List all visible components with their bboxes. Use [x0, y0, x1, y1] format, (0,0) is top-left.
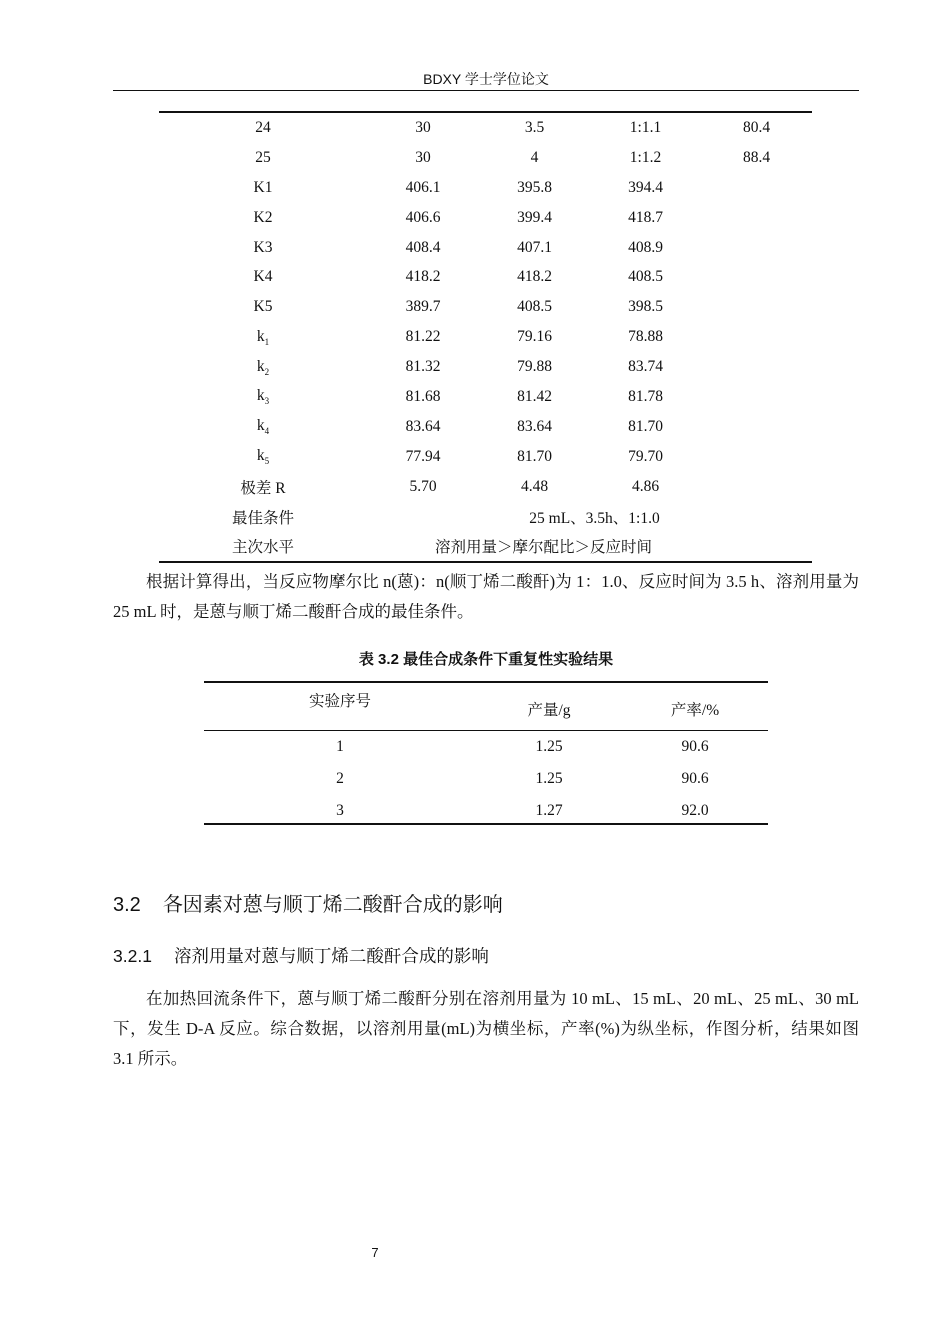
table1-cell-text: 81.42: [517, 387, 552, 405]
table1-cell-text: 24: [255, 118, 271, 136]
body-text: 在加热回流条件下，蒽与顺丁烯二酸酐分别在溶剂用量为 10 mL、15 mL、20 mL、25 mL、30 mL 下，发生 D-A 反应。综合数据，以溶剂用量(mL)为横坐标，产率(%)为纵坐标，作图分析，结果如图 3.1 所示。: [113, 989, 859, 1068]
table1-cell: [590, 262, 701, 292]
table1-cell-text: 77.94: [405, 447, 441, 465]
table1-row: [159, 143, 812, 173]
table1-cell-text: 4.86: [631, 477, 660, 495]
table1-cell: [479, 203, 590, 233]
section-number: 3.2: [113, 894, 141, 916]
table1-cell-text: 81.32: [405, 358, 441, 376]
table1-cell-text: 4: [530, 148, 539, 166]
table1-cell-text: 1:1.1: [629, 118, 662, 136]
table1-cell: [159, 113, 367, 143]
table2-cell: 3: [336, 802, 344, 819]
subscript: 2: [264, 366, 270, 377]
table1-row: [159, 322, 812, 352]
table1-cell: [159, 382, 367, 412]
table1-cell-text: 389.7: [405, 298, 441, 316]
table1-cell: [367, 412, 479, 442]
table1-cell: [367, 113, 479, 143]
table1-row: [159, 233, 812, 263]
table1-cell-text: k: [256, 417, 265, 435]
table1-cell: [701, 442, 812, 472]
table1-best-label: 最佳条件: [231, 509, 294, 527]
section-title: 各因素对蒽与顺丁烯二酸酐合成的影响: [162, 894, 503, 916]
table1-cell: [479, 352, 590, 382]
table1-cell-text: 81.22: [405, 328, 441, 346]
table1-cell-text: 79.16: [517, 328, 552, 346]
table1-cell-text: 418.7: [628, 208, 663, 226]
table1-cell: [590, 233, 701, 263]
table1-cell: [590, 143, 701, 173]
table2-cell: 1: [336, 738, 344, 755]
table1-cell-text: 81.68: [405, 387, 441, 405]
table1-cell: [159, 233, 367, 263]
table1-cell-text: 418.2: [517, 268, 552, 286]
table1-cell: [701, 472, 812, 502]
table1-cell: [479, 442, 590, 472]
table1-cell-text: 398.5: [628, 298, 663, 316]
section-heading: [113, 890, 503, 920]
table1-cell: [479, 472, 590, 502]
table1-cell: [590, 173, 701, 203]
table1-cell: [590, 472, 701, 502]
subsection-number: 3.2.1: [113, 946, 152, 966]
table2-cell: 2: [336, 770, 344, 787]
table1-cell-text: 83.64: [405, 417, 441, 435]
table1-cell-text: K5: [253, 298, 273, 316]
table1-cell: [701, 203, 812, 233]
subscript: 4: [264, 426, 270, 437]
table1-bottom-rule: [159, 561, 812, 563]
table2-cell: 90.6: [681, 738, 709, 755]
table1-cell: [701, 382, 812, 412]
table1-cell-text: 30: [415, 118, 431, 136]
table1-cell-text: 408.4: [405, 238, 441, 256]
table1-cell-text: 78.88: [628, 328, 663, 346]
table1-cell: [590, 203, 701, 233]
table1-cell: [590, 352, 701, 382]
header-rule: [113, 90, 859, 91]
table1-row: [159, 412, 812, 442]
table1-row: [159, 262, 812, 292]
table1-cell: [159, 352, 367, 382]
table1-cell: [701, 352, 812, 382]
table1-row: [159, 292, 812, 322]
table1-cell: [367, 173, 479, 203]
table2-cell: 90.6: [681, 770, 709, 787]
conclusion-paragraph: [113, 567, 859, 627]
table1-cell: [367, 233, 479, 263]
table1-cell: [479, 412, 590, 442]
table1-cell: [701, 173, 812, 203]
table1-cell-text: 81.70: [628, 417, 663, 435]
table1-cell-text: 394.4: [628, 178, 663, 196]
table1-cell: [701, 322, 812, 352]
table1-cell-text: K4: [253, 268, 273, 286]
table1-order-label: 主次水平: [231, 539, 294, 557]
table1-cell: [479, 173, 590, 203]
table1-cell-text: 83.74: [628, 358, 663, 376]
table1-row: [159, 173, 812, 203]
table1-cell: [367, 382, 479, 412]
table2-row: [204, 731, 768, 764]
table1-cell-text: K1: [253, 178, 273, 196]
table1-cell-text: 79.88: [517, 358, 552, 376]
page-header: BDXY 学士学位论文: [423, 71, 549, 87]
conclusion-text: 根据计算得出，当反应物摩尔比 n(蒽)：n(顺丁烯二酸酐)为 1：1.0、反应时间为 3.5 h、溶剂用量为 25 mL 时，是蒽与顺丁烯二酸酐合成的最佳条件。: [113, 572, 859, 621]
table1-cell-text: 399.4: [517, 208, 552, 226]
table1-cell-text: 81.70: [517, 447, 552, 465]
table1-cell: [701, 143, 812, 173]
table1-cell-text: 79.70: [628, 447, 663, 465]
table1-cell: [590, 412, 701, 442]
table1-cell: [479, 113, 590, 143]
table1-cell-text: 408.5: [628, 268, 663, 286]
table1-cell: [367, 262, 479, 292]
table1-cell: [367, 143, 479, 173]
table1-cell: [159, 203, 367, 233]
table1-cell: [590, 382, 701, 412]
table1-cell: [590, 113, 701, 143]
table1-cell: [701, 292, 812, 322]
table1-cell-text: k: [256, 327, 265, 345]
subsection-heading: [113, 941, 489, 971]
table1-best-value: 25 mL、3.5h、1:1.0: [529, 509, 660, 527]
table2-header-cell: 产量/g: [476, 683, 622, 731]
table1-cell-text: K2: [253, 208, 273, 226]
table1-cell: [479, 233, 590, 263]
table1-cell-text: K3: [253, 238, 273, 256]
table1-cell-text: 406.1: [405, 178, 441, 196]
table1-cell-text: 408.9: [628, 238, 663, 256]
table1-cell-text: 418.2: [405, 268, 441, 286]
table1-cell-text: 80.4: [742, 118, 771, 136]
table1-best-row: [159, 502, 812, 532]
table2-cell: 1.25: [535, 770, 563, 787]
table1-cell: [590, 442, 701, 472]
table1-cell: [701, 412, 812, 442]
subscript: 5: [264, 456, 270, 467]
table1-cell-text: 4.48: [520, 477, 549, 495]
table1-cell-text: 30: [415, 148, 431, 166]
body-paragraph: [113, 984, 859, 1074]
table2-caption: 表 3.2 最佳合成条件下重复性实验结果: [358, 651, 614, 668]
table1-cell: [701, 113, 812, 143]
table2-cell: 1.27: [535, 802, 563, 819]
table1-cell: [159, 143, 367, 173]
table1-cell-text: 406.6: [405, 208, 441, 226]
table1-cell: [479, 382, 590, 412]
table1-cell-text: 极差 R: [240, 479, 286, 497]
table1-cell: [590, 292, 701, 322]
repeatability-table: [204, 683, 768, 827]
table2-header-cell: 实验序号: [204, 683, 476, 731]
table2-cell: 1.25: [535, 738, 563, 755]
table1-cell-text: 408.5: [517, 298, 552, 316]
orthogonal-table: [159, 113, 812, 561]
table1-cell: [367, 292, 479, 322]
table1-cell-text: k: [256, 387, 265, 405]
table2-cell: 92.0: [681, 802, 709, 819]
table1-row: [159, 203, 812, 233]
table1-cell-text: 395.8: [517, 178, 552, 196]
subscript: 3: [264, 396, 270, 407]
table1-cell-text: k: [256, 357, 265, 375]
table1-cell-text: k: [256, 447, 265, 465]
table1-cell: [159, 442, 367, 472]
table1-row: [159, 472, 812, 502]
table1-cell-text: 3.5: [524, 118, 545, 136]
table2-row: [204, 763, 768, 795]
table1-cell: [367, 472, 479, 502]
table1-cell-text: 1:1.2: [629, 148, 662, 166]
table1-cell: [159, 412, 367, 442]
table1-cell: [159, 292, 367, 322]
table2-header-cell: 产率/%: [622, 683, 768, 731]
table1-cell: [701, 262, 812, 292]
table1-cell: [479, 143, 590, 173]
table1-cell-text: 81.78: [628, 387, 663, 405]
table1-row: [159, 382, 812, 412]
table1-cell: [159, 472, 367, 502]
table2-bottom-rule: [204, 823, 768, 825]
table1-cell: [367, 442, 479, 472]
subsection-title: 溶剂用量对蒽与顺丁烯二酸酐合成的影响: [173, 946, 489, 966]
table1-cell: [159, 262, 367, 292]
table1-cell-text: 25: [255, 148, 271, 166]
table1-cell-text: 407.1: [517, 238, 552, 256]
table1-cell-text: 88.4: [742, 148, 771, 166]
table1-order-value: 溶剂用量＞摩尔配比＞反应时间: [434, 539, 652, 557]
table1-row: [159, 352, 812, 382]
table1-cell: [367, 322, 479, 352]
table1-cell: [159, 173, 367, 203]
table1-cell-text: 5.70: [409, 477, 437, 495]
table1-order-row: [159, 531, 812, 561]
table1-row: [159, 113, 812, 143]
table2-header-row: [204, 683, 768, 731]
table1-cell: [479, 262, 590, 292]
page-number: 7: [371, 1245, 379, 1260]
table1-row: [159, 442, 812, 472]
table1-cell-text: 83.64: [517, 417, 552, 435]
table1-cell: [367, 203, 479, 233]
table1-cell: [479, 322, 590, 352]
table1-cell: [590, 322, 701, 352]
table1-cell: [479, 292, 590, 322]
subscript: 1: [264, 336, 270, 347]
table1-cell: [367, 352, 479, 382]
table1-cell: [701, 233, 812, 263]
table1-cell: [159, 322, 367, 352]
